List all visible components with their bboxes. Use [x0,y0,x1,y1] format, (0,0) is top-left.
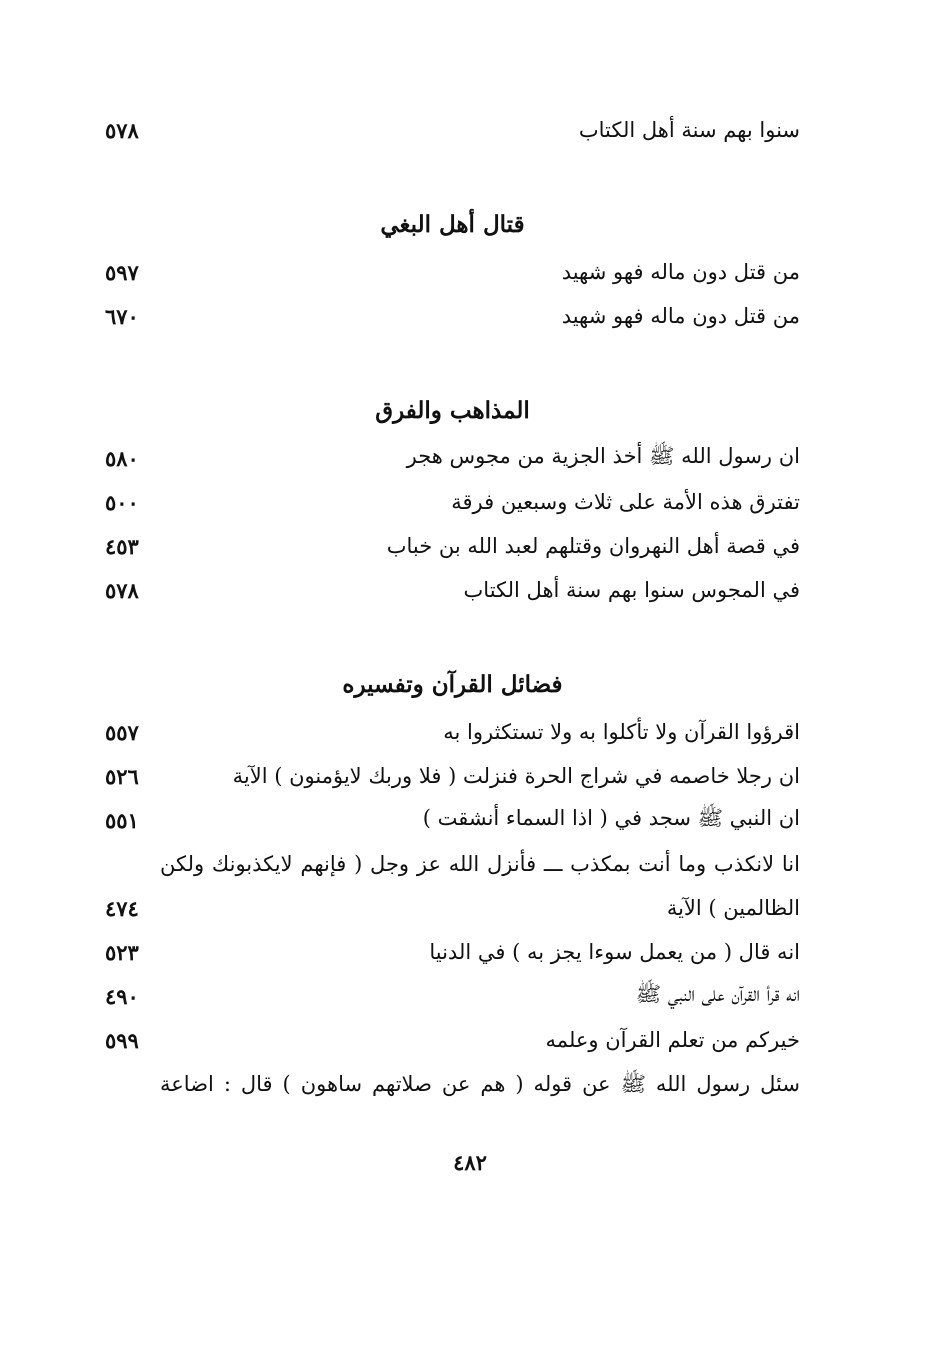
entry-text: من قتل دون ماله فهو شهيد [561,304,800,328]
section-heading: المذاهب والفرق [375,397,530,424]
entry-page-number: ٥٩٧ [105,259,139,285]
entry-text-continued: سئل رسول الله ﷺ عن قوله ( هم عن صلاتهم ساهون ) قال : اضاعة [160,1072,800,1096]
index-entry [105,754,800,798]
entry-text-continued: انا لانكذب وما أنت بمكذب ـــ فأنزل الله عز وجل ( فإنهم لايكذبونك ولكن [160,852,800,876]
entry-text: الظالمين ) الآية [666,896,800,920]
section-heading: قتال أهل البغي [380,211,525,238]
index-entry [105,798,800,842]
entry-page-number: ٤٧٤ [105,895,139,921]
index-entry [105,436,800,480]
index-entry [105,886,800,930]
entry-text: تفترق هذه الأمة على ثلاث وسبعين فرقة [451,490,800,514]
entry-text: سنوا بهم سنة أهل الكتاب [578,118,800,142]
index-entry [105,930,800,974]
entry-text: في المجوس سنوا بهم سنة أهل الكتاب [463,578,800,602]
entry-page-number: ٥٠٠ [105,489,139,515]
entry-text: من قتل دون ماله فهو شهيد [561,260,800,284]
entry-text: انه قال ( من يعمل سوءا يجز به ) في الدنيا [429,940,800,964]
entry-page-number: ٥٧٨ [105,577,139,603]
index-entry [105,974,800,1018]
entry-page-number: ٤٥٣ [105,533,139,559]
entry-page-number: ٥٩٩ [105,1027,139,1053]
entry-page-number: ٥٢٦ [105,763,139,789]
index-entry [105,294,800,338]
entry-page-number: ٦٧٠ [105,303,139,329]
section-heading: فضائل القرآن وتفسيره [342,671,563,698]
entry-text: اقرؤوا القرآن ولا تأكلوا به ولا تستكثروا به [443,720,800,744]
index-entry [105,108,800,152]
entry-page-number: ٥٨٠ [105,445,139,471]
entry-page-number: ٥٥١ [105,807,139,833]
page-number: ٤٨٢ [453,1150,487,1175]
entry-text: خيركم من تعلم القرآن وعلمه [545,1028,800,1052]
entry-page-number: ٤٩٠ [105,983,139,1009]
index-entry [105,250,800,294]
entry-text: ان رسول الله ﷺ أخذ الجزية من مجوس هجر [406,443,800,468]
index-entry [105,524,800,568]
entry-text: في قصة أهل النهروان وقتلهم لعبد الله بن خباب [386,534,800,558]
entry-page-number: ٥٢٣ [105,939,139,965]
entry-text: ان النبي ﷺ سجد في ( اذا السماء أنشقت ) [422,805,800,830]
index-entry [105,710,800,754]
index-entry [105,480,800,524]
index-content [105,108,800,1106]
entry-page-number: ٥٥٧ [105,719,139,745]
index-entry [105,1018,800,1062]
index-entry [105,568,800,612]
entry-text: انه قرأ القرآن على النبي ﷺ [635,981,800,1006]
entry-text: ان رجلا خاصمه في شراج الحرة فنزلت ( فلا وربك لايؤمنون ) الآية [232,764,800,788]
entry-page-number: ٥٧٨ [105,117,139,143]
